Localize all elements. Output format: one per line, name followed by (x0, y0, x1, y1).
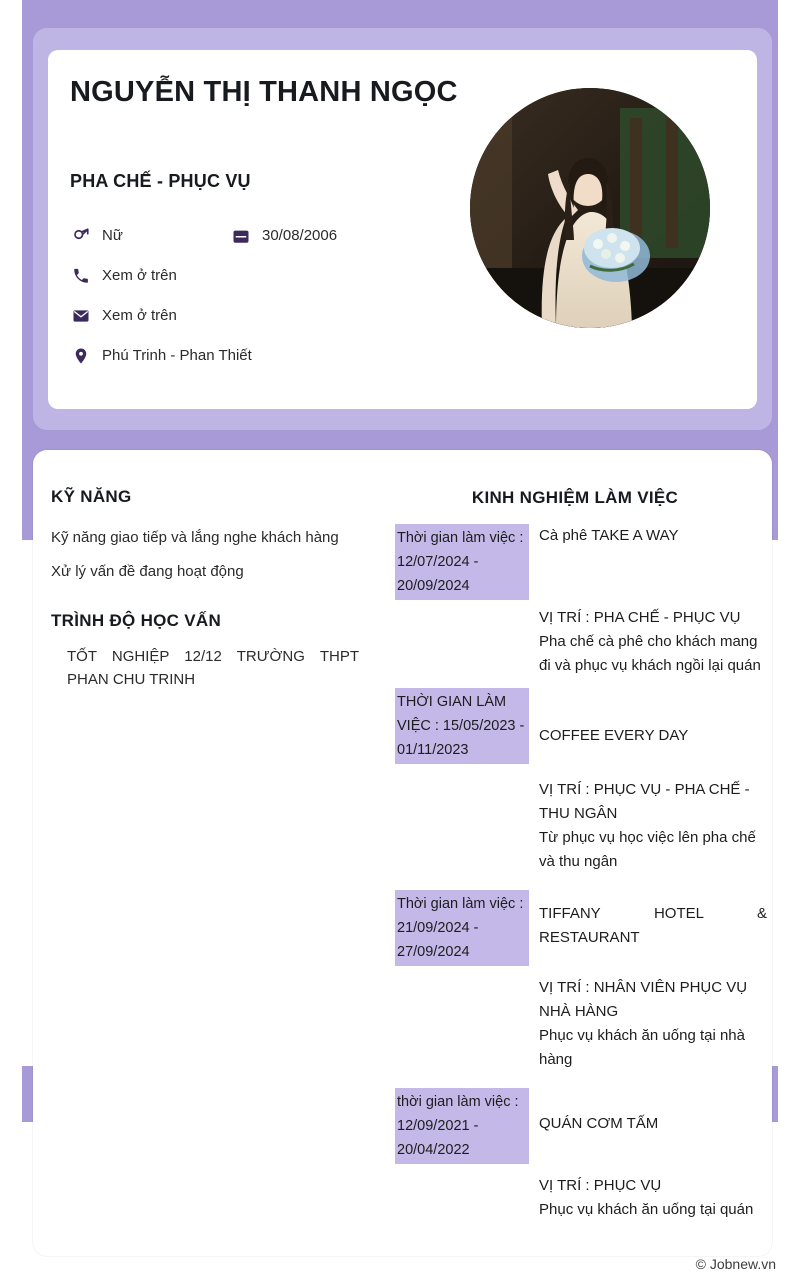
experience-role: VỊ TRÍ : NHÂN VIÊN PHỤC VỤ NHÀ HÀNG (539, 979, 748, 1020)
birthday-value: 30/08/2006 (262, 227, 338, 244)
experience-description: Từ phục vụ học việc lên pha chế và thu ngân (539, 829, 756, 870)
education-text: TỐT NGHIỆP 12/12 TRƯỜNG THPT PHAN CHU TRINH (67, 648, 359, 688)
footer-credit: © Jobnew.vn (695, 1256, 776, 1272)
contact-info-list (70, 226, 470, 386)
phone-icon (70, 267, 92, 285)
phone-item (70, 266, 177, 286)
job-title: PHA CHẾ - PHỤC VỤ (70, 171, 251, 191)
experience-details (529, 524, 767, 600)
experience-period: thời gian làm việc : 12/09/2021 - 20/04/2022 (395, 1088, 529, 1164)
left-margin (0, 0, 22, 1280)
contact-row-2 (70, 266, 470, 306)
experience-item (395, 890, 767, 966)
email-value: Xem ở trên (102, 307, 177, 324)
experience-details (529, 1088, 767, 1164)
experience-item (395, 524, 767, 600)
skills-heading: KỸ NĂNG (51, 487, 132, 506)
calendar-icon (230, 227, 252, 245)
experience-details (529, 688, 767, 764)
profile-photo (470, 88, 710, 328)
experience-heading: KINH NGHIỆM LÀM VIỆC (471, 488, 679, 507)
gender-icon (70, 227, 92, 245)
contact-row-4 (70, 346, 470, 386)
experience-body (529, 1174, 767, 1232)
experience-company: QUÁN CƠM TẤM (539, 1115, 659, 1132)
experience-company: Cà phê TAKE A WAY (539, 527, 679, 544)
education-heading: TRÌNH ĐỘ HỌC VẤN (51, 611, 222, 630)
contact-row-3 (70, 306, 470, 346)
experience-company: TIFFANY HOTEL & RESTAURANT (539, 905, 767, 946)
experience-body (529, 976, 767, 1082)
experience-description: Phục vụ khách ăn uống tại quán (539, 1201, 754, 1218)
experience-period: Thời gian làm việc : 12/07/2024 - 20/09/2024 (395, 524, 529, 600)
experience-description: Pha chế cà phê cho khách mang đi và phục vụ khách ngồi lại quán (539, 633, 761, 674)
experience-description: Phục vụ khách ăn uống tại nhà hàng (539, 1027, 745, 1068)
experience-details (529, 890, 767, 966)
address-value: Phú Trinh - Phan Thiết (102, 347, 252, 364)
experience-role: VỊ TRÍ : PHỤC VỤ (539, 1177, 662, 1194)
experience-body (529, 778, 767, 884)
gender-item (70, 226, 123, 246)
email-item (70, 306, 177, 326)
envelope-icon (70, 307, 92, 325)
birthday-item (230, 226, 337, 246)
gender-value: Nữ (102, 227, 123, 244)
experience-company: COFFEE EVERY DAY (539, 727, 689, 744)
experience-role: VỊ TRÍ : PHA CHẾ - PHỤC VỤ (539, 609, 741, 626)
experience-item (395, 1088, 767, 1164)
experience-body (529, 606, 767, 688)
experience-item (395, 688, 767, 764)
right-column (395, 488, 767, 1232)
skill-item: Xử lý vấn đề đang hoạt động (51, 563, 244, 580)
experience-role: VỊ TRÍ : PHỤC VỤ - PHA CHẾ - THU NGÂN (539, 781, 750, 822)
phone-value: Xem ở trên (102, 267, 177, 284)
right-margin (778, 0, 800, 1280)
experience-period: THỜI GIAN LÀM VIỆC : 15/05/2023 - 01/11/2023 (395, 688, 529, 764)
skill-item: Kỹ năng giao tiếp và lắng nghe khách hàng (51, 529, 339, 546)
page-title: NGUYỄN THỊ THANH NGỌC (70, 76, 458, 108)
location-pin-icon (70, 347, 92, 365)
contact-row-1 (70, 226, 470, 266)
experience-period: Thời gian làm việc : 21/09/2024 - 27/09/2024 (395, 890, 529, 966)
left-column (51, 487, 381, 691)
address-item (70, 346, 252, 366)
